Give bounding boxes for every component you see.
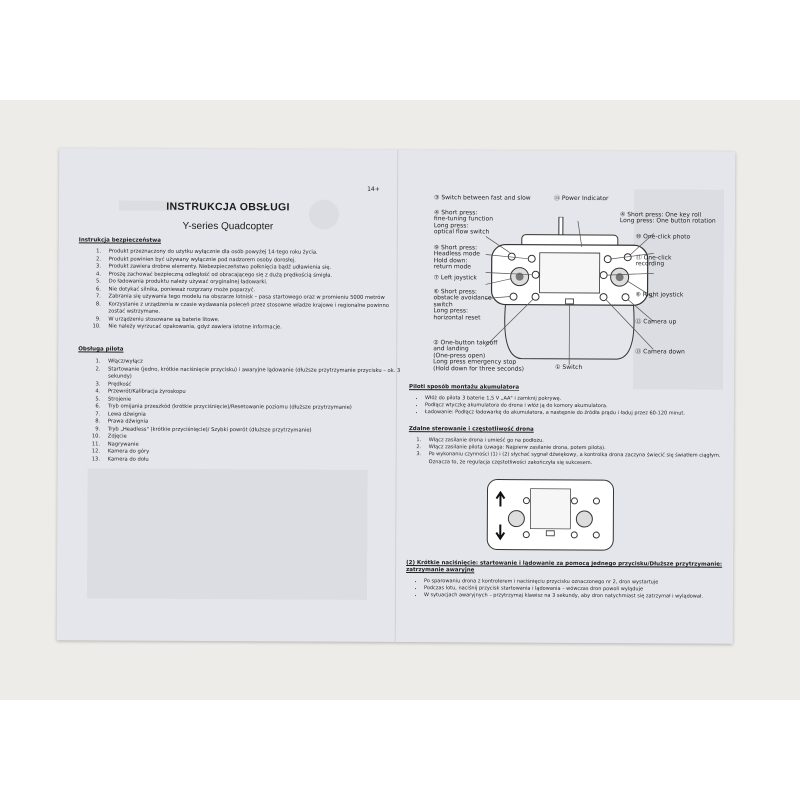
list-item: 5. Do ładowania produktu należy używać oryginalnej ładowarki. xyxy=(103,278,403,287)
callout-left-joystick: ⑦ Left joystick xyxy=(433,274,477,282)
list-item: 4. Proszę zachować bezpieczną odległość od obracającego się z dużą prędkością śmigła. xyxy=(103,271,403,280)
battery-list xyxy=(407,395,725,418)
list-item: 3. Prędkość xyxy=(102,381,412,390)
safety-heading: Instrukcja bezpieczeństwa xyxy=(78,237,161,244)
bleed-through-table xyxy=(87,468,368,599)
right-page xyxy=(396,150,736,644)
list-item: 3. Po wykonaniu czynności (1) i (2) słychać sygnał dźwiękowy, a kontrolka drona zaczyna świecić się światłem ciągłym. Oznacza to, że regulacja częstotliwości zakończyła się sukcesem. xyxy=(423,452,741,468)
list-item: 2. Produkt powinien być używany wyłącznie pod nadzorem osoby dorosłej. xyxy=(103,256,403,265)
button-icon xyxy=(523,532,529,538)
list-item: 1. Produkt przeznaczony do użytku wyłącznie dla osób powyżej 14-tego roku życia. xyxy=(103,248,403,257)
list-item: 1. Włącz/wyłącz xyxy=(102,358,412,367)
callout-speed-switch: ③ Switch between fast and slow xyxy=(434,194,531,202)
list-item: 3. Produkt zawiera drobne elementy. Niebezpieczeństwo połknięcia bądź udławienia się. xyxy=(103,263,403,272)
callout-key-roll: ④ Short press: One key roll Long press: One button rotation xyxy=(619,211,716,226)
callout-takeoff-landing: ② One-button takeoff and landing (One-press open) Long press emergency stop (Hold down for three seconds) xyxy=(433,339,524,373)
list-item: 8. Korzystanie z urządzenia w czasie wydawania poleceń przez stosowne władze krajowe i regionalne powinno zostać wstrzymane. xyxy=(102,301,402,318)
list-item: 11. Nagrywanie xyxy=(102,441,412,450)
left-page xyxy=(57,148,401,642)
controls-list xyxy=(72,358,413,465)
instruction-sheet xyxy=(57,148,736,644)
button-icon xyxy=(510,293,517,300)
list-item: 6. Nie dotykać silnika, ponieważ rozgrzany może poparzyć. xyxy=(103,286,403,295)
phone-slot xyxy=(540,253,600,293)
safety-list xyxy=(72,248,402,332)
controls-heading: Obsługa pilota xyxy=(78,346,124,353)
callout-fine-tuning: ④ Short press: fine-tuning function Long press: optical flow switch xyxy=(433,209,494,236)
list-item: 8. Prawa dźwignia xyxy=(102,418,412,427)
phone-slot xyxy=(530,489,570,529)
list-item: 5. Strojenie xyxy=(102,396,412,405)
list-item: 10. Zdjęcie xyxy=(102,433,412,442)
remote-heading: Zdalne sterowanie i częstotliwość drona xyxy=(408,426,534,433)
button-icon xyxy=(532,271,539,278)
list-item: 7. Lewa dźwignia xyxy=(102,411,412,420)
power-switch-icon xyxy=(546,531,554,536)
button-icon xyxy=(600,272,607,279)
list-item: 10. Nie należy wyrzucać opakowania, gdyż zawiera istotne informacje. xyxy=(102,323,402,332)
button-icon xyxy=(528,255,535,262)
callout-obstacle-avoidance: ⑥ Short press: obstacle avoidance switch Long press: horizontal reset xyxy=(433,288,492,322)
list-item: • Podczas lotu, naciśnij przycisk startowania i lądowania – wówczas dron powoli wyląduje xyxy=(424,585,742,594)
list-item: • Podłącz wtyczkę akumulatora do drona i włóż ją do komory akumulatora. xyxy=(425,402,725,411)
button-icon xyxy=(523,498,529,504)
list-item: 9. Tryb „Headless" (krótkie przyciśnięcie)/ Szybki powrót (dłuższe przytrzymanie) xyxy=(102,426,412,435)
callout-power-indicator: ⑭ Power Indicator xyxy=(554,194,609,203)
list-item: • W sytuacjach awaryjnych – przytrzymaj klawisz na 3 sekundy, aby dron natychmiast się zatrzymał i wylądował. xyxy=(424,592,742,601)
list-item: • Po sparowaniu drona z kontrolerem i naciśnięciu przycisku oznaczonego nr 2, dron wystartuje xyxy=(424,578,742,587)
list-item: • Włóż do pilota 3 baterie 1,5 V „AA" i zamknij pokrywę. xyxy=(425,395,725,404)
power-switch-icon xyxy=(565,299,573,304)
manual-title: INSTRUKCJA OBSŁUGI xyxy=(166,200,290,214)
callout-switch: ① Switch xyxy=(555,363,583,371)
list-item: 9. W urządzeniu stosowane są baterie litowe. xyxy=(102,316,402,325)
callout-recording: ⑪ One-click recording xyxy=(635,254,672,268)
button-icon xyxy=(571,532,577,538)
list-item: 2. Włącz zasilanie pilota (uwaga: Najpierw zasilanie drona, potem pilota). xyxy=(423,444,741,453)
callout-camera-up: ⑫ Camera up xyxy=(635,318,677,326)
button-icon xyxy=(593,498,599,504)
callout-headless: ⑨ Short press: Headless mode Hold down: return mode xyxy=(433,244,480,271)
list-item: 2. Startowanie (jedno, krótkie naciśnięcie przycisku) i awaryjne lądowanie (dłuższe przytrzymanie przycisku – ok. 3 sekundy) xyxy=(102,366,412,383)
takeoff-heading: (2) Krótkie naciśnięcie: startowanie i lądowanie za pomocą jednego przycisku/Dłuższe przytrzymanie: zatrzymanie awaryjne xyxy=(406,560,723,574)
button-icon xyxy=(593,532,599,538)
list-item: 4. Przewrót/Kalibracja żyroskopu xyxy=(102,388,412,397)
list-item: 6. Tryb omijania przeszkód (krótkie przyciśnięcie)/Resetowanie poziomu (dłuższe przytrzymanie) xyxy=(102,403,412,412)
button-icon xyxy=(571,498,577,504)
mini-controller-diagram xyxy=(486,478,614,551)
list-item: • Ładowanie: Podłącz ładowarkę do akumulatora, a następnie do źródła prądu i ładuj przez 60-120 minut. xyxy=(425,409,725,418)
list-item: 1. Włącz zasilanie drona i umieść go na podłożu. xyxy=(423,437,741,446)
takeoff-list xyxy=(406,578,742,601)
list-item: 7. Zabrania się używania tego modelu na obszarze lotnisk – pasa startowego oraz w promieniu 5000 metrów xyxy=(102,293,402,302)
list-item: 12. Kamera do góry xyxy=(102,448,412,457)
list-item: 13. Kamera do dołu xyxy=(102,456,412,465)
callout-right-joystick: ⑧ Right joystick xyxy=(635,291,684,299)
right-joystick-icon xyxy=(576,511,592,527)
callout-camera-down: ⑬ Camera down xyxy=(635,348,685,356)
battery-heading: Piloti sposób montażu akumulatora xyxy=(409,384,520,391)
manual-subtitle: Y-series Quadcopter xyxy=(182,220,274,233)
left-joystick-icon xyxy=(508,511,524,527)
callout-photo: ⑩ One-click photo xyxy=(635,233,691,241)
page-number: 14+ xyxy=(367,185,380,193)
remote-list xyxy=(393,437,741,468)
